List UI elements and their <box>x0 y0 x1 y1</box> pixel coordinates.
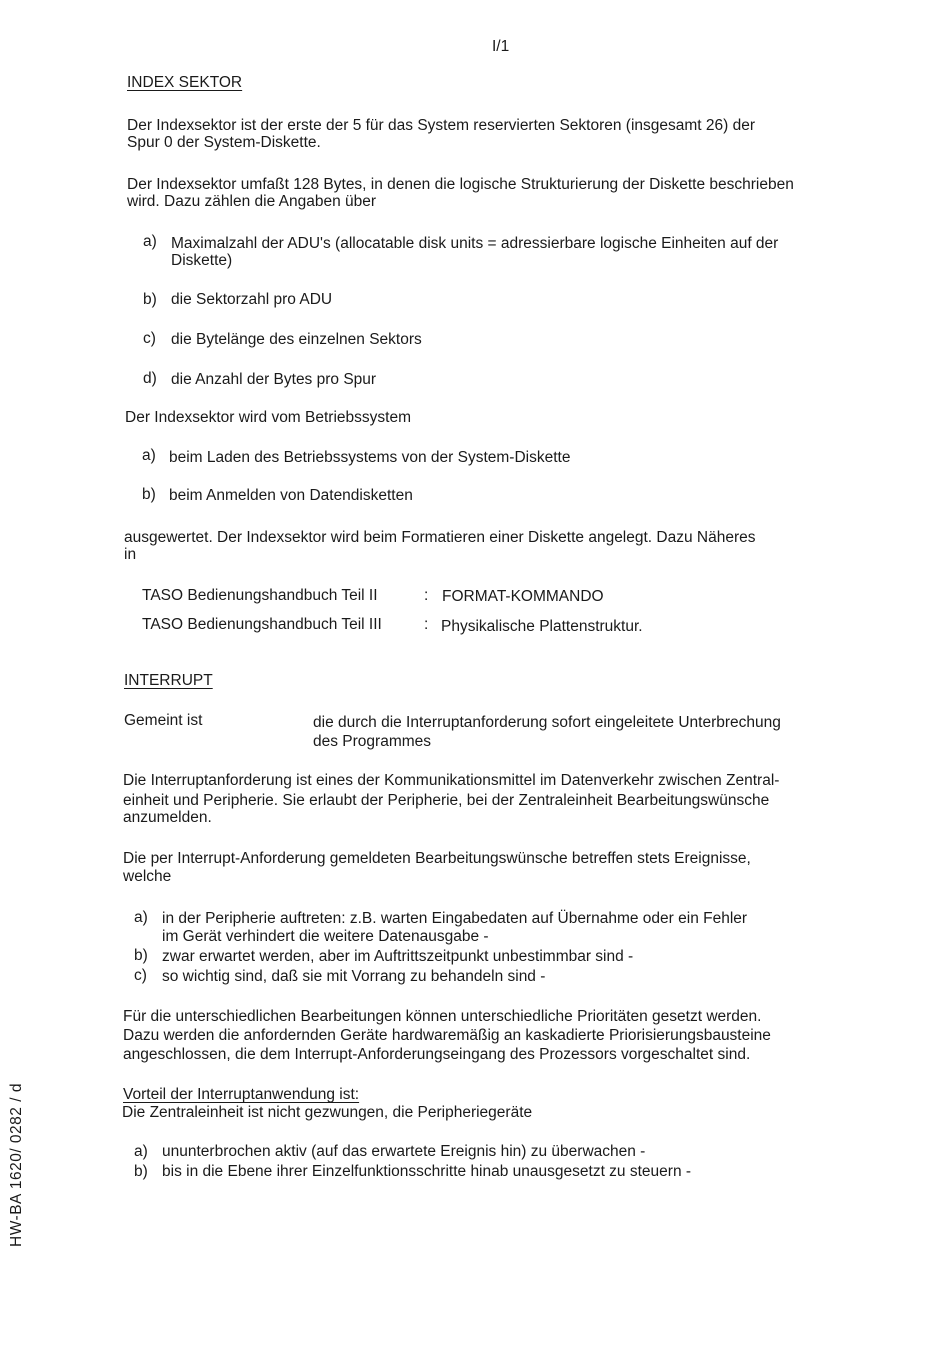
list-label: b) <box>142 486 156 503</box>
paragraph-line: wird. Dazu zählen die Angaben über <box>127 193 377 210</box>
list-text: beim Laden des Betriebssystems von der System-Diskette <box>169 449 571 466</box>
list-text: beim Anmelden von Datendisketten <box>169 487 413 504</box>
list-text: die Anzahl der Bytes pro Spur <box>171 371 377 388</box>
list-label: a) <box>143 233 157 250</box>
list-text: ununterbrochen aktiv (auf das erwartete Ereignis hin) zu überwachen - <box>162 1143 646 1160</box>
side-document-code: HW-BA 1620/ 0282 / d <box>8 1083 25 1247</box>
subheading-vorteil: Vorteil der Interruptanwendung ist: <box>123 1086 360 1103</box>
paragraph-line: angeschlossen, die dem Interrupt-Anforderungseingang des Prozessors vorgeschaltet sind. <box>123 1046 751 1063</box>
list-label: a) <box>134 909 148 926</box>
definition-text: des Programmes <box>313 733 432 750</box>
paragraph-line: Der Indexsektor ist der erste der 5 für das System reservierten Sektoren (insgesamt 26) der <box>127 117 756 134</box>
paragraph-line: welche <box>123 868 172 885</box>
reference-source: TASO Bedienungshandbuch Teil III <box>142 616 382 633</box>
list-label: c) <box>143 330 156 347</box>
list-text: zwar erwartet werden, aber im Auftrittszeitpunkt unbestimmbar sind - <box>162 948 634 965</box>
paragraph-line: einheit und Peripherie. Sie erlaubt der Peripherie, bei der Zentraleinheit Bearbeitungswünsche <box>123 792 770 809</box>
list-text: so wichtig sind, daß sie mit Vorrang zu behandeln sind - <box>162 968 546 985</box>
paragraph-line: Die Interruptanforderung ist eines der Kommunikationsmittel im Datenverkehr zwischen Zentral- <box>123 772 780 789</box>
paragraph-line: Die Zentraleinheit ist nicht gezwungen, die Peripheriegeräte <box>122 1104 533 1121</box>
paragraph-line: anzumelden. <box>123 809 212 826</box>
paragraph-line: Spur 0 der System-Diskette. <box>127 134 321 151</box>
list-label: b) <box>134 947 148 964</box>
reference-topic: FORMAT-KOMMANDO <box>442 588 604 605</box>
list-text: Maximalzahl der ADU's (allocatable disk units = adressierbare logische Einheiten auf der <box>171 235 779 252</box>
list-text: Diskette) <box>171 252 233 269</box>
paragraph-line: Die per Interrupt-Anforderung gemeldeten Bearbeitungswünsche betreffen stets Ereignisse, <box>123 850 751 867</box>
paragraph-line: Dazu werden die anfordernden Geräte hardwaremäßig an kaskadierte Priorisierungsbausteine <box>123 1027 771 1044</box>
section-heading-index-sektor: INDEX SEKTOR <box>127 74 243 91</box>
definition-text: die durch die Interruptanforderung sofort eingeleitete Unterbrechung <box>313 714 781 731</box>
page-number: I/1 <box>492 38 510 55</box>
list-label: c) <box>134 967 147 984</box>
reference-separator: : <box>424 616 429 633</box>
list-text: bis in die Ebene ihrer Einzelfunktionsschritte hinab unausgesetzt zu steuern - <box>162 1163 692 1180</box>
definition-term: Gemeint ist <box>124 712 203 729</box>
list-label: a) <box>134 1143 148 1160</box>
list-label: b) <box>134 1163 148 1180</box>
list-label: a) <box>142 447 156 464</box>
paragraph-line: Für die unterschiedlichen Bearbeitungen können unterschiedliche Prioritäten gesetzt werden. <box>123 1008 762 1025</box>
list-label: b) <box>143 291 157 308</box>
list-text: die Sektorzahl pro ADU <box>171 291 333 308</box>
section-heading-interrupt: INTERRUPT <box>124 672 213 689</box>
reference-topic: Physikalische Plattenstruktur. <box>441 618 643 635</box>
paragraph-line: Der Indexsektor wird vom Betriebssystem <box>125 409 411 426</box>
paragraph-line: Der Indexsektor umfaßt 128 Bytes, in denen die logische Strukturierung der Diskette beschrieben <box>127 176 794 193</box>
paragraph-line: ausgewertet. Der Indexsektor wird beim Formatieren einer Diskette angelegt. Dazu Näheres <box>124 529 756 546</box>
reference-source: TASO Bedienungshandbuch Teil II <box>142 587 378 604</box>
list-text: in der Peripherie auftreten: z.B. warten Eingabedaten auf Übernahme oder ein Fehler <box>162 910 748 927</box>
paragraph-line: in <box>124 546 137 563</box>
reference-separator: : <box>424 587 429 604</box>
list-text: im Gerät verhindert die weitere Datenausgabe - <box>162 928 489 945</box>
list-text: die Bytelänge des einzelnen Sektors <box>171 331 422 348</box>
list-label: d) <box>143 370 157 387</box>
